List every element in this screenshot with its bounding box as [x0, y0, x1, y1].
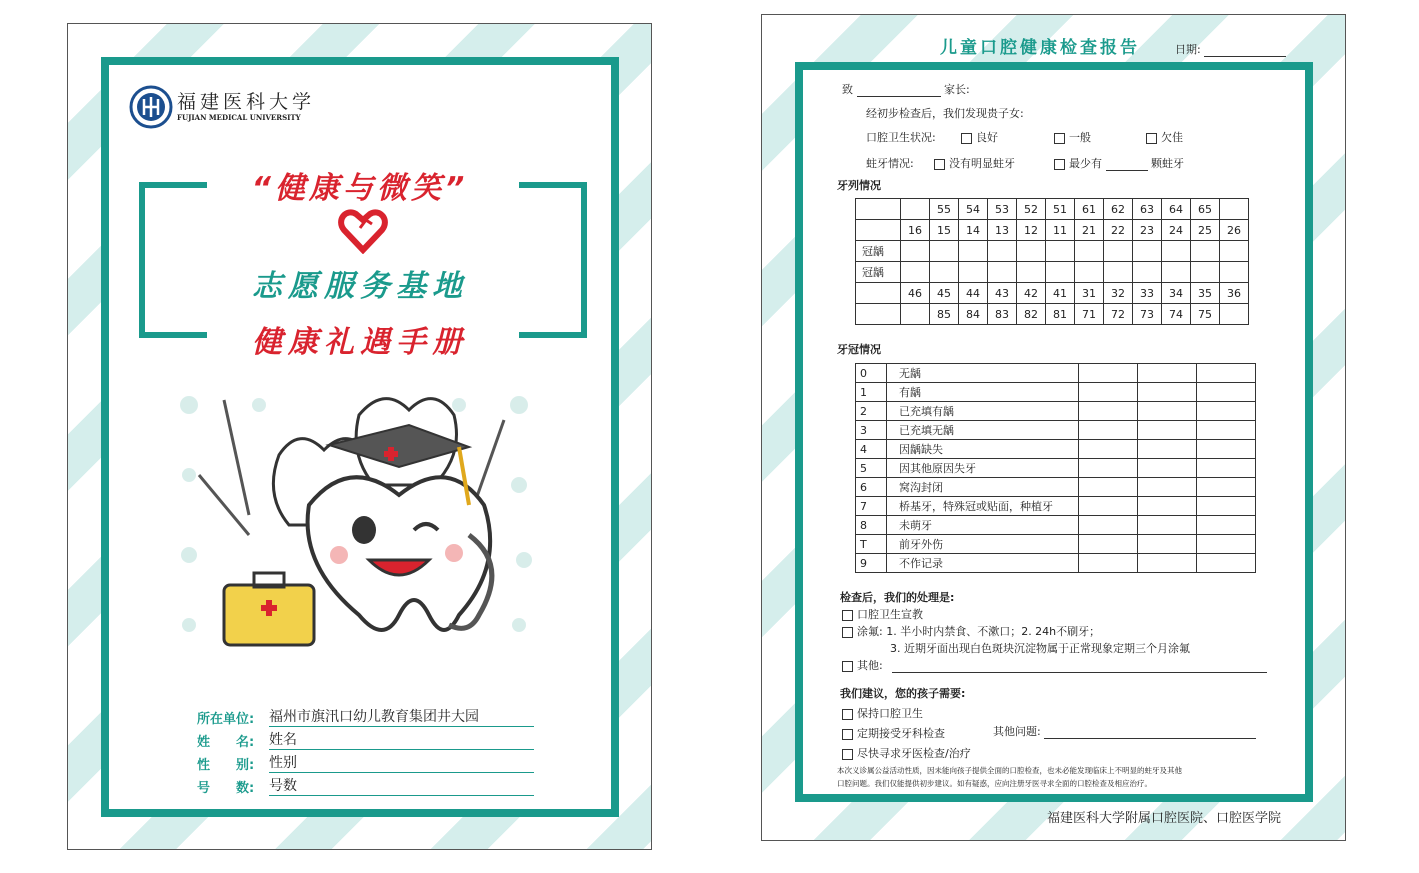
- crown-blank-cell: [1138, 402, 1197, 421]
- university-logo: [129, 85, 316, 133]
- tooth-cell: [901, 262, 930, 283]
- crown-blank-cell: [1079, 478, 1138, 497]
- crown-row: [856, 478, 1256, 497]
- tooth-cell: 83: [988, 304, 1017, 325]
- crown-blank-cell: [1079, 497, 1138, 516]
- crown-blank-cell: [1197, 516, 1256, 535]
- field-number-value: 号数: [269, 775, 534, 796]
- hygiene-good-label: 良好: [976, 131, 998, 144]
- crown-blank-cell: [1138, 364, 1197, 383]
- tooth-cell: 54: [959, 199, 988, 220]
- crown-heading: 牙冠情况: [837, 343, 881, 356]
- crown-blank-cell: [1138, 440, 1197, 459]
- tooth-cell: [1046, 241, 1075, 262]
- hygiene-good[interactable]: [961, 129, 998, 145]
- tooth-cell: [1133, 262, 1162, 283]
- teeth-row-label: [856, 220, 901, 241]
- cover-sheet: [67, 23, 652, 850]
- tooth-cell: [1220, 199, 1249, 220]
- tooth-cell: [1191, 262, 1220, 283]
- tooth-cell: [1162, 262, 1191, 283]
- field-unit-label: 所在单位:: [197, 712, 255, 727]
- checkbox-icon: [842, 749, 853, 760]
- crown-desc: 因其他原因失牙: [887, 459, 1079, 478]
- treatment-education[interactable]: [842, 606, 923, 622]
- crown-code: 5: [856, 459, 887, 478]
- tooth-cell: 74: [1162, 304, 1191, 325]
- caries-unit: 颗蛀牙: [1151, 157, 1184, 170]
- tooth-cell: [1046, 262, 1075, 283]
- teeth-row: [856, 304, 1249, 325]
- title-line3: 健康礼遇手册: [252, 325, 468, 360]
- tooth-cell: [930, 241, 959, 262]
- footnote-1: 本次义诊属公益活动性质，因未能向孩子提供全面的口腔检查，也未必能发现临床上不明显的蛀牙及其他: [837, 766, 1182, 775]
- to-prefix: 致: [842, 83, 853, 96]
- greeting-line: [842, 81, 970, 97]
- crown-desc: 桥基牙，特殊冠或贴面，种植牙: [887, 497, 1079, 516]
- treatment-fluoride[interactable]: [842, 623, 1100, 639]
- checkbox-icon: [1054, 159, 1065, 170]
- crown-blank-cell: [1079, 554, 1138, 573]
- intro-line: 经初步检查后，我们发现贵子女:: [866, 107, 1024, 120]
- crown-blank-cell: [1079, 421, 1138, 440]
- tooth-cell: [1220, 304, 1249, 325]
- tooth-cell: 62: [1104, 199, 1133, 220]
- checkbox-icon: [842, 610, 853, 621]
- tooth-cell: 26: [1220, 220, 1249, 241]
- hygiene-poor-label: 欠佳: [1161, 131, 1183, 144]
- tooth-cell: 52: [1017, 199, 1046, 220]
- crown-code: 2: [856, 402, 887, 421]
- teeth-heading: 牙列情况: [837, 179, 881, 192]
- hygiene-row: [866, 129, 936, 145]
- crown-blank-cell: [1197, 402, 1256, 421]
- crown-code: 7: [856, 497, 887, 516]
- teeth-row: [856, 283, 1249, 304]
- crown-table: [855, 363, 1256, 573]
- tooth-cell: [1017, 262, 1046, 283]
- teeth-row: [856, 241, 1249, 262]
- field-unit: [197, 705, 537, 728]
- checkbox-icon: [842, 729, 853, 740]
- crown-blank-cell: [1079, 516, 1138, 535]
- tooth-cell: 53: [988, 199, 1017, 220]
- crown-blank-cell: [1138, 516, 1197, 535]
- crown-code: 8: [856, 516, 887, 535]
- crown-blank-cell: [1197, 459, 1256, 478]
- treatment-education-label: 口腔卫生宣教: [857, 608, 923, 621]
- tooth-cell: 41: [1046, 283, 1075, 304]
- crown-desc: 已充填无龋: [887, 421, 1079, 440]
- tooth-cell: 25: [1191, 220, 1220, 241]
- teeth-row: [856, 262, 1249, 283]
- tooth-cell: 55: [930, 199, 959, 220]
- crown-blank-cell: [1138, 421, 1197, 440]
- crown-row: [856, 383, 1256, 402]
- field-gender-value: 性别: [269, 752, 534, 773]
- crown-row: [856, 497, 1256, 516]
- advice-other-label: 其他问题:: [993, 725, 1041, 738]
- tooth-cell: [1075, 262, 1104, 283]
- title-line2: 志愿服务基地: [252, 269, 468, 304]
- crown-blank-cell: [1138, 478, 1197, 497]
- tooth-cell: [1075, 241, 1104, 262]
- tooth-cell: 36: [1220, 283, 1249, 304]
- tooth-cell: [901, 304, 930, 325]
- tooth-cell: [930, 262, 959, 283]
- field-unit-value: 福州市旗汛口幼儿教育集团井大园: [269, 706, 534, 727]
- crown-blank-cell: [1197, 535, 1256, 554]
- teeth-row-label: [856, 283, 901, 304]
- crown-desc: 有龋: [887, 383, 1079, 402]
- advice-hygiene-label: 保持口腔卫生: [857, 707, 923, 720]
- tooth-cell: 43: [988, 283, 1017, 304]
- crown-blank-cell: [1138, 535, 1197, 554]
- crown-blank-cell: [1197, 364, 1256, 383]
- advice-heading: 我们建议，您的孩子需要:: [840, 687, 966, 700]
- checkbox-icon: [1146, 133, 1157, 144]
- report-footer: 福建医科大学附属口腔医院、口腔医学院: [1047, 811, 1282, 826]
- tooth-cell: 64: [1162, 199, 1191, 220]
- hygiene-label: 口腔卫生状况:: [866, 131, 936, 144]
- tooth-cell: 73: [1133, 304, 1162, 325]
- crown-blank-cell: [1138, 497, 1197, 516]
- teeth-row-label: [856, 199, 901, 220]
- tooth-cell: [1133, 241, 1162, 262]
- crown-desc: 窝沟封闭: [887, 478, 1079, 497]
- crown-row: [856, 459, 1256, 478]
- crown-desc: 无龋: [887, 364, 1079, 383]
- checkbox-icon: [1054, 133, 1065, 144]
- crown-blank-cell: [1079, 440, 1138, 459]
- tooth-cell: [1104, 241, 1133, 262]
- info-fields: [197, 705, 537, 797]
- crown-row: [856, 402, 1256, 421]
- crown-blank-cell: [1197, 383, 1256, 402]
- crown-row: [856, 364, 1256, 383]
- checkbox-icon: [842, 627, 853, 638]
- tooth-cell: 71: [1075, 304, 1104, 325]
- crown-code: T: [856, 535, 887, 554]
- tooth-cell: 15: [930, 220, 959, 241]
- crown-desc: 已充填有龋: [887, 402, 1079, 421]
- crown-blank-cell: [1138, 554, 1197, 573]
- checkbox-icon: [842, 709, 853, 720]
- tooth-cell: 12: [1017, 220, 1046, 241]
- tooth-cell: [988, 262, 1017, 283]
- tooth-cell: 46: [901, 283, 930, 304]
- tooth-cell: [988, 241, 1017, 262]
- advice-other-line: [1044, 738, 1256, 739]
- treatment-fluoride-label: 涂氟: 1. 半小时内禁食、不漱口；2. 24h不刷牙；: [857, 625, 1101, 638]
- treatment-other[interactable]: [842, 657, 883, 673]
- teeth-row-label: [856, 304, 901, 325]
- tooth-cell: 35: [1191, 283, 1220, 304]
- parent-name-line: [857, 96, 941, 97]
- caries-none-label: 没有明显蛀牙: [949, 157, 1015, 170]
- field-name-value: 姓名: [269, 729, 534, 750]
- slogan: “健康与微笑”: [251, 171, 469, 206]
- heart-hand-icon: [338, 208, 388, 254]
- crown-blank-cell: [1079, 459, 1138, 478]
- university-seal-icon: [129, 85, 173, 129]
- treatment-other-line: [892, 672, 1267, 673]
- field-number: [197, 774, 537, 797]
- footnote-2: 口腔问题。我们仅能提供初步建议。如有疑惑，应向注册牙医寻求全面的口腔检查及相应治疗。: [837, 779, 1152, 788]
- tooth-cell: 33: [1133, 283, 1162, 304]
- advice-other: [993, 723, 1256, 739]
- advice-treatment[interactable]: [842, 745, 971, 761]
- logo-en: FUJIAN MEDICAL UNIVERSITY: [177, 113, 301, 122]
- tooth-cell: [1220, 241, 1249, 262]
- crown-row: [856, 535, 1256, 554]
- to-suffix: 家长:: [944, 83, 970, 96]
- checkbox-icon: [961, 133, 972, 144]
- tooth-cell: 82: [1017, 304, 1046, 325]
- crown-row: [856, 516, 1256, 535]
- cover-frame: [101, 57, 619, 817]
- crown-blank-cell: [1197, 421, 1256, 440]
- advice-hygiene[interactable]: [842, 705, 923, 721]
- crown-row: [856, 554, 1256, 573]
- tooth-cell: [1104, 262, 1133, 283]
- tooth-cell: 51: [1046, 199, 1075, 220]
- crown-blank-cell: [1079, 364, 1138, 383]
- tooth-cell: 85: [930, 304, 959, 325]
- date-line: [1204, 56, 1286, 57]
- tooth-mascot-illustration: [169, 385, 549, 655]
- crown-blank-cell: [1197, 554, 1256, 573]
- teeth-table: [855, 198, 1249, 325]
- tooth-cell: [1162, 241, 1191, 262]
- tooth-cell: 45: [930, 283, 959, 304]
- crown-code: 0: [856, 364, 887, 383]
- tooth-cell: 14: [959, 220, 988, 241]
- crown-row: [856, 421, 1256, 440]
- tooth-cell: 21: [1075, 220, 1104, 241]
- tooth-cell: [959, 262, 988, 283]
- teeth-row-label: 冠龋: [856, 262, 901, 283]
- crown-desc: 未萌牙: [887, 516, 1079, 535]
- crown-blank-cell: [1197, 478, 1256, 497]
- crown-desc: 不作记录: [887, 554, 1079, 573]
- crown-code: 6: [856, 478, 887, 497]
- caries-none[interactable]: [934, 155, 1015, 171]
- field-number-label: 号 数:: [197, 781, 255, 796]
- tooth-cell: [1191, 241, 1220, 262]
- treatment-heading: 检查后，我们的处理是:: [840, 591, 955, 604]
- treatment-other-label: 其他:: [857, 659, 883, 672]
- crown-blank-cell: [1138, 383, 1197, 402]
- tooth-cell: 13: [988, 220, 1017, 241]
- crown-blank-cell: [1197, 440, 1256, 459]
- tooth-cell: 75: [1191, 304, 1220, 325]
- crown-code: 4: [856, 440, 887, 459]
- tooth-cell: 31: [1075, 283, 1104, 304]
- tooth-cell: 72: [1104, 304, 1133, 325]
- crown-code: 9: [856, 554, 887, 573]
- tooth-cell: 65: [1191, 199, 1220, 220]
- checkbox-icon: [934, 159, 945, 170]
- caries-atleast[interactable]: [1054, 155, 1184, 171]
- caries-count-line: [1106, 170, 1148, 171]
- logo-cn: 福建医科大学: [177, 91, 316, 113]
- teeth-row: [856, 199, 1249, 220]
- crown-code: 3: [856, 421, 887, 440]
- tooth-cell: 34: [1162, 283, 1191, 304]
- caries-atleast-label: 最少有: [1069, 157, 1102, 170]
- hygiene-poor[interactable]: [1146, 129, 1183, 145]
- teeth-row-label: 冠龋: [856, 241, 901, 262]
- teeth-row: [856, 220, 1249, 241]
- crown-desc: 因龋缺失: [887, 440, 1079, 459]
- advice-treatment-label: 尽快寻求牙医检查/治疗: [857, 747, 971, 760]
- date-label: 日期:: [1175, 43, 1201, 56]
- tooth-cell: 63: [1133, 199, 1162, 220]
- tooth-cell: 23: [1133, 220, 1162, 241]
- crown-blank-cell: [1197, 497, 1256, 516]
- tooth-cell: [959, 241, 988, 262]
- crown-blank-cell: [1079, 402, 1138, 421]
- tooth-cell: [901, 241, 930, 262]
- field-name-label: 姓 名:: [197, 735, 255, 750]
- crown-blank-cell: [1079, 383, 1138, 402]
- crown-blank-cell: [1138, 459, 1197, 478]
- hygiene-fair-label: 一般: [1069, 131, 1091, 144]
- tooth-cell: [901, 199, 930, 220]
- checkbox-icon: [842, 661, 853, 672]
- tooth-cell: 22: [1104, 220, 1133, 241]
- crown-code: 1: [856, 383, 887, 402]
- tooth-cell: 32: [1104, 283, 1133, 304]
- tooth-cell: 61: [1075, 199, 1104, 220]
- tooth-cell: 11: [1046, 220, 1075, 241]
- report-title: 儿童口腔健康检查报告: [940, 38, 1140, 58]
- tooth-cell: 81: [1046, 304, 1075, 325]
- advice-checkup-label: 定期接受牙科检查: [857, 727, 945, 740]
- caries-label: 蛀牙情况:: [866, 157, 914, 170]
- tooth-cell: 44: [959, 283, 988, 304]
- field-gender-label: 性 别:: [197, 758, 255, 773]
- treatment-fluoride-note: 3. 近期牙面出现白色斑块沉淀物属于正常现象定期三个月涂氟: [890, 642, 1190, 655]
- tooth-cell: 16: [901, 220, 930, 241]
- hygiene-fair[interactable]: [1054, 129, 1091, 145]
- crown-desc: 前牙外伤: [887, 535, 1079, 554]
- tooth-cell: 24: [1162, 220, 1191, 241]
- field-gender: [197, 751, 537, 774]
- tooth-cell: 42: [1017, 283, 1046, 304]
- tooth-cell: [1017, 241, 1046, 262]
- date-field: [1175, 41, 1286, 57]
- report-sheet: [761, 14, 1346, 841]
- tooth-cell: 84: [959, 304, 988, 325]
- crown-row: [856, 440, 1256, 459]
- advice-checkup[interactable]: [842, 725, 945, 741]
- crown-blank-cell: [1079, 535, 1138, 554]
- field-name: [197, 728, 537, 751]
- tooth-cell: [1220, 262, 1249, 283]
